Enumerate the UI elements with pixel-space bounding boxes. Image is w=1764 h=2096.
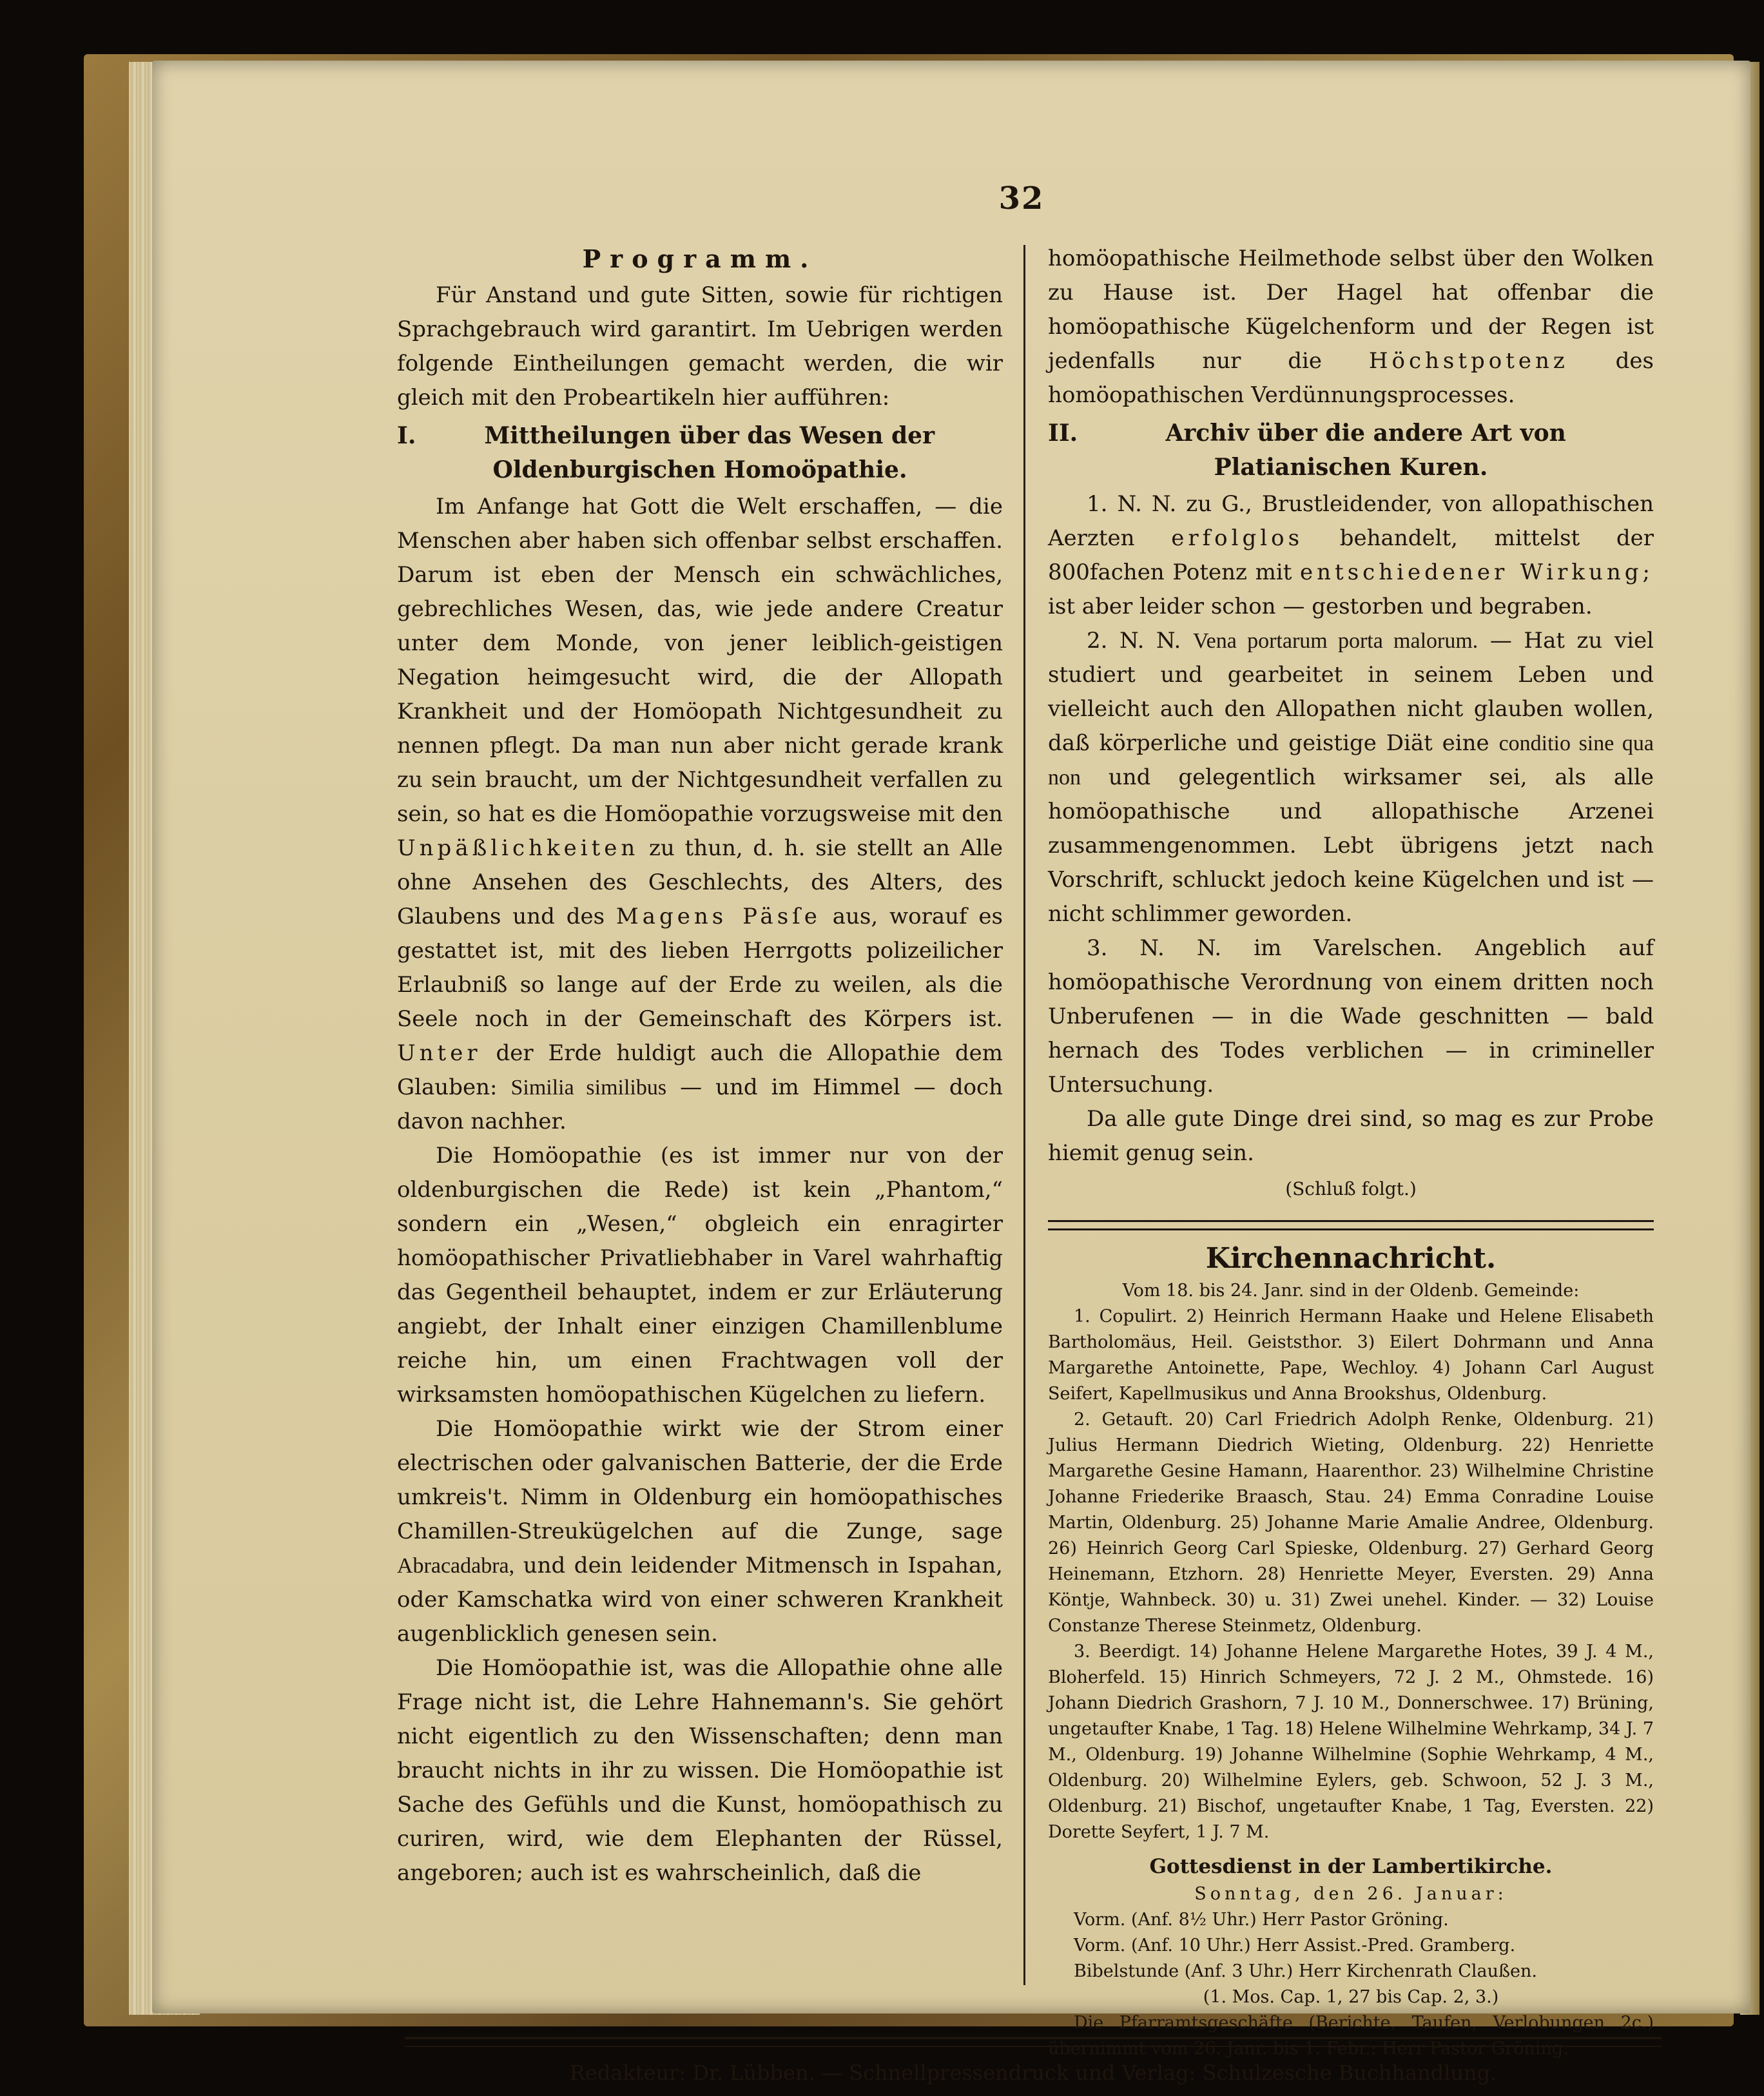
right-column [1048,242,1654,2062]
paragraph-1-text-b: zu thun, d. h. sie stellt an Alle ohne Ansehen des Geschlechts, des Alters, des Glaubens und des [397,835,1003,929]
section-1-heading [397,419,1003,487]
section-separator [1048,1220,1654,1230]
service-date: Sonntag, den 26. Januar: [1194,1884,1507,1904]
church-news-heading: Kirchennachricht. [1205,1242,1497,1275]
program-heading: Programm. [582,244,818,273]
program-intro: Für Anstand und gute Sitten, sowie für richtigen Sprachgebrauch wird garantirt. Im Uebrigen werden folgende Eintheilungen gemacht werden, die wir gleich mit den Probeartikeln hier aufführen: [397,282,1003,411]
bible-reference: (1. Mos. Cap. 1, 27 bis Cap. 2, 3.) [1203,1987,1499,2007]
parish-duties: Die Pfarramtsgeschäfte (Berichte, Taufen, Verlobungen 2c.) übernimmt vom 26. Janr. bis 1. Febr.: Herr Pastor Gröning. [1048,2013,1654,2059]
church-news-intro: Vom 18. bis 24. Janr. sind in der Oldenb. Gemeinde: [1122,1281,1580,1301]
paragraph-1-latin: Similia similibus [510,1076,667,1100]
archive-item-2 [1048,624,1654,931]
archive-item-1-text-a: 1. N. N. zu G., Brustleidender, von allopathischen Aerzten [1048,491,1654,551]
burials-list: 3. Beerdigt. 14) Johanne Helene Margarethe Hotes, 39 J. 4 M., Bloherfeld. 15) Hinrich Schmeyers, 72 J. 2 M., Ohmstede. 16) Johann Diedrich Grashorn, 7 J. 10 M., Donnerschwee. 17) Brüning, ungetaufter Knabe, 1 Tag. 18) Helene Wilhelmine Wehrkamp, 34 J. 7 M., Oldenburg. 19) Johanne Wilhelmine (Sophie Wehrkamp, 4 M., Oldenburg. 20) Wilhelmine Eylers, geb. Schwoon, 52 J. 3 M., Oldenburg. 21) Bischof, ungetaufter Knabe, 1 Tag, Eversten. 22) Dorette Seyfert, 1 J. 7 M. [1048,1642,1654,1842]
service-2: Vorm. (Anf. 10 Uhr.) Herr Assist.-Pred. Gramberg. [1074,1936,1516,1955]
paragraph-1-spaced-1: Unpäßlichkeiten [397,835,639,861]
section-2-heading [1048,416,1654,485]
church-news-body [1048,1278,1654,2062]
paragraph-1-text-a: Im Anfange hat Gott die Welt erschaffen, — die Menschen aber haben sich offenbar selbst erschaffen. Darum ist eben der Mensch ein schwächliches, gebrechliches Wesen, das, wie jede andere Creatur unter dem Monde, von jener leiblich-geistigen Negation heimgesucht wird, die der Allopath Krankheit und der Homöopath Nichtgesundheit zu nennen pflegt. Da man nun aber nicht gerade krank zu sein braucht, um der Nichtgesundheit verfallen zu sein, so hat es die Homöopathie vorzugsweise mit den [397,494,1003,827]
to-be-continued: (Schluß folgt.) [1285,1178,1417,1199]
paragraph-1-spaced-2: Magens Päsſe [615,904,821,929]
baptisms-list: 2. Getauft. 20) Carl Friedrich Adolph Renke, Oldenburg. 21) Julius Hermann Diedrich Wieting, Oldenburg. 22) Henriette Margarethe Gesine Hamann, Haarenthor. 23) Wilhelmine Christine Johanne Friederike Braasch, Stau. 24) Emma Conradine Louise Martin, Oldenburg. 25) Johanne Marie Amalie Andree, Oldenburg. 26) Heinrich Georg Carl Spieske, Oldenburg. 27) Gerhard Georg Heinemann, Etzhorn. 28) Henriette Meyer, Eversten. 29) Anna Köntje, Wahnbeck. 30) u. 31) Zwei unehel. Kinder. — 32) Louise Constanze Therese Steinmetz, Oldenburg. [1048,1410,1654,1636]
continuation-text-a: homöopathische Heilmethode selbst über den Wolken zu Hause ist. Der Hagel hat offenbar die homöopathische Kügelchenform und der Regen ist jedenfalls nur die [1048,246,1654,374]
paragraph-1-text-e: — und im Himmel — doch davon nachher. [397,1074,1003,1134]
paragraph-3-latin: Abracadabra, [397,1554,515,1578]
archive-item-1-text-c: ist aber leider schon — gestorben und begraben. [1048,594,1593,619]
archive-item-1-spaced-2: entschiedener Wirkung; [1300,559,1654,585]
marriages-list: 1. Copulirt. 2) Heinrich Hermann Haake und Helene Elisabeth Bartholomäus, Heil. Geiststhor. 3) Eilert Dohrmann und Anna Margarethe Antoinette, Pape, Wechloy. 4) Johann Carl August Seifert, Kapellmusikus und Anna Brookshus, Oldenburg. [1048,1306,1654,1404]
paragraph-1-spaced-3: Unter [397,1040,481,1066]
archive-item-2-text-b: — Hat zu viel studiert und gearbeitet in seinem Leben und vielleicht auch den Allopathen nicht glauben wollen, daß körperliche und geistige Diät eine [1048,628,1654,756]
section-1-title: Mittheilungen über das Wesen der Oldenburgischen Homoöpathie. [484,422,935,483]
archive-item-2-latin: Vena portarum porta malorum. [1192,629,1478,653]
section-2-number: II. [1048,420,1078,447]
footer-imprint: Redakteur: Dr. Lübben. — Schnellpressendruck und Verlag: Schulzesche Buchhandlung. [569,2061,1497,2085]
paragraph-3-text-b: und dein leidender Mitmensch in Ispahan, oder Kamschatka wird von einer schweren Krankheit augenblicklich genesen sein. [397,1553,1003,1647]
archive-item-3: 3. N. N. im Varelschen. Angeblich auf homöopathische Verordnung von einem dritten noch Unberufenen — in die Wade geschnitten — bald hernach des Todes verblichen — in crimineller Untersuchung. [1048,935,1654,1098]
archive-item-2-latin-2: conditio sine qua non [1048,732,1654,790]
church-service-heading: Gottesdienst in der Lambertikirche. [1149,1855,1553,1878]
left-column [397,242,1003,1890]
continuation-text-b: des homöopathischen Verdünnungsprocesses. [1048,348,1654,408]
archive-item-1 [1048,487,1654,624]
page-number: 32 [998,180,1045,217]
continuation-paragraph [1048,242,1654,412]
section-1-number: I. [397,422,416,449]
paragraph-1-text-d: der Erde huldigt auch die Allopathie dem Glauben: [397,1040,1003,1100]
paragraph-2: Die Homöopathie (es ist immer nur von der oldenburgischen die Rede) ist kein „Phantom,“ sondern ein „Wesen,“ obgleich ein enragirter homöopathischer Privatliebhaber in Varel wahrhaftig das Gegentheil behauptet, indem er zur Erläuterung angiebt, der Inhalt einer einzigen Chamillenblume reiche hin, um einen Frachtwagen voll der wirksamsten homöopathischen Kügelchen zu liefern. [397,1143,1003,1408]
footer-rule [405,2037,1662,2047]
paragraph-1 [397,490,1003,1139]
paragraph-3-text-a: Die Homöopathie wirkt wie der Strom einer electrischen oder galvanischen Batterie, der die Erde umkreis't. Nimm in Oldenburg ein homöopathisches Chamillen-Streukügelchen auf die Zunge, sage [397,1416,1003,1544]
paragraph-4: Die Homöopathie ist, was die Allopathie ohne alle Frage nicht ist, die Lehre Hahnemann's. Sie gehört nicht eigentlich zu den Wissenschaften; denn man braucht nichts in ihr zu wissen. Die Homöopathie ist Sache des Gefühls und die Kunst, homöopathisch zu curiren, wird, wie dem Elephanten der Rüssel, angeboren; auch ist es wahrscheinlich, daß die [397,1655,1003,1886]
section-2-title: Archiv über die andere Art von Platianischen Kuren. [1165,420,1566,481]
column-divider [1023,245,1025,1985]
archive-item-1-spaced-1: erfolglos [1171,525,1304,551]
continuation-spaced: Höchstpotenz [1368,348,1569,374]
archive-item-2-text-a: 2. N. N. [1087,628,1181,654]
paragraph-1-text-c: aus, worauf es gestattet ist, mit des lieben Herrgotts polizeilicher Erlaubniß so lange auf der Erde zu weilen, als die Seele noch in der Gemeinschaft des Körpers ist. [397,904,1003,1032]
service-1: Vorm. (Anf. 8½ Uhr.) Herr Pastor Gröning. [1074,1910,1449,1930]
archive-item-1-text-b: behandelt, mittelst der 800fachen Potenz mit [1048,525,1654,585]
archive-item-2-text-c: und gelegentlich wirksamer sei, als alle homöopathische und allopathische Arzenei zusammengenommen. Lebt übrigens jetzt nach Vorschrift, schluckt jedoch keine Kügelchen und ist — nicht schlimmer geworden. [1048,764,1654,927]
paragraph-3 [397,1412,1003,1651]
closing-paragraph: Da alle gute Dinge drei sind, so mag es zur Probe hiemit genug sein. [1048,1106,1654,1166]
service-3: Bibelstunde (Anf. 3 Uhr.) Herr Kirchenrath Claußen. [1074,1961,1537,1981]
